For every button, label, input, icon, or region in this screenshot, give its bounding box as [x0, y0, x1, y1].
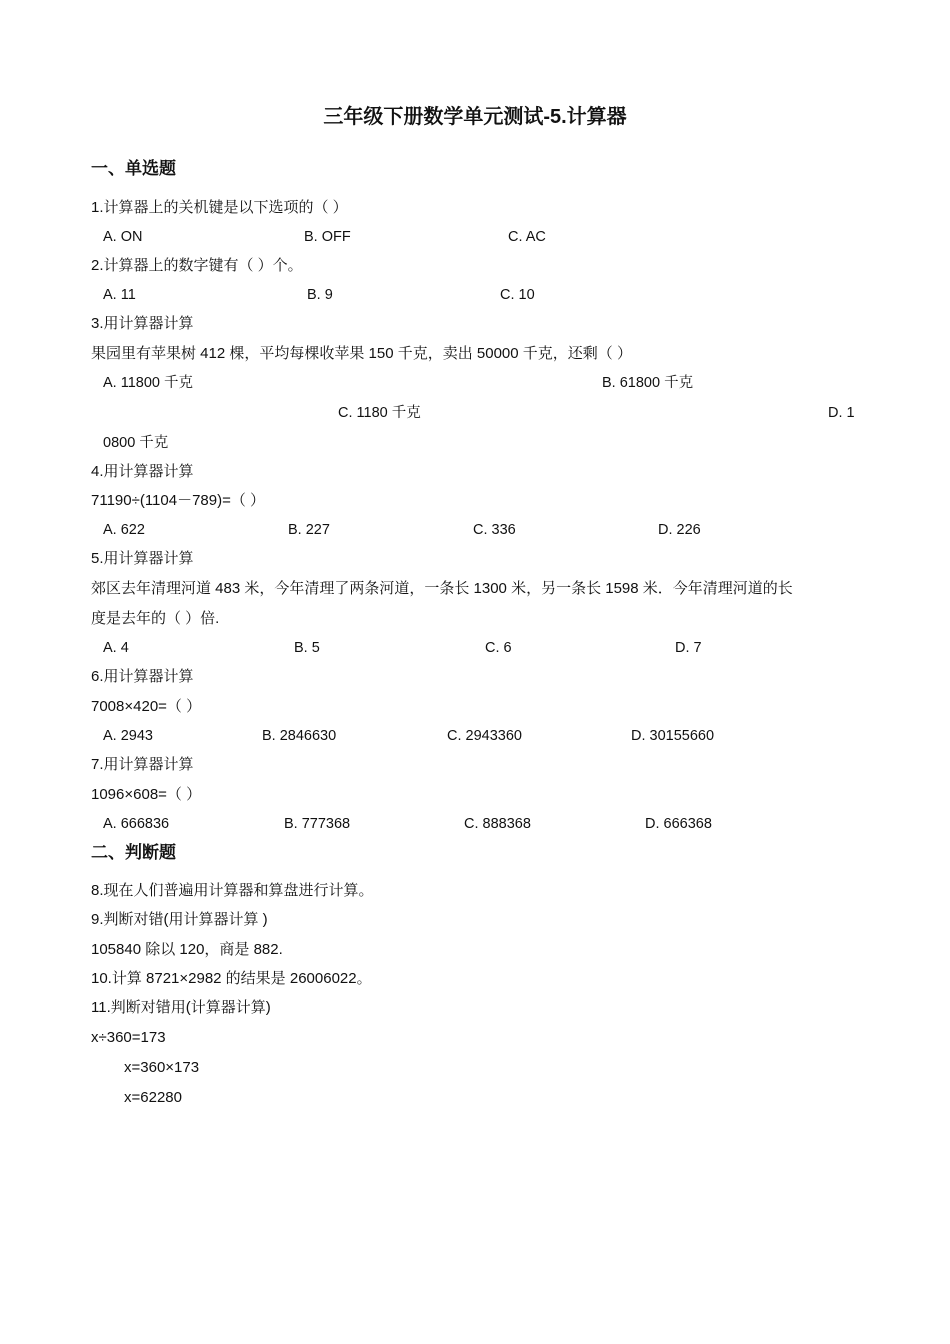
question-5-text-line-1: 郊区去年清理河道 483 米，今年清理了两条河道，一条长 1300 米，另一条长 1598 米．今年清理河道的长	[91, 580, 793, 597]
question-1-option-a: A. ON	[103, 229, 143, 245]
question-10-stem: 10.计算 8721×2982 的结果是 26006022。	[91, 970, 372, 987]
question-2-stem: 2.计算器上的数字键有（ ）个。	[91, 257, 303, 274]
question-3-option-b: B. 61800 千克	[602, 375, 694, 391]
question-6-text: 7008×420=（ ）	[91, 698, 202, 715]
question-3-option-d: D. 1	[828, 405, 855, 421]
question-11-stem: 11.判断对错用(计算器计算)	[91, 999, 271, 1016]
question-2-option-a: A. 11	[103, 287, 136, 303]
question-4-option-a: A. 622	[103, 522, 145, 538]
question-11-line-1: x÷360=173	[91, 1029, 166, 1046]
page-title: 三年级下册数学单元测试-5.计算器	[323, 106, 627, 128]
question-6-option-a: A. 2943	[103, 728, 153, 744]
question-11-line-2: x=360×173	[124, 1059, 200, 1076]
question-4-option-d: D. 226	[658, 522, 701, 538]
question-3-option-a: A. 11800 千克	[103, 375, 194, 391]
question-9-stem: 9.判断对错(用计算器计算 )	[91, 911, 268, 928]
question-6-option-c: C. 2943360	[447, 728, 522, 744]
question-4-stem: 4.用计算器计算	[91, 463, 194, 480]
question-7-text: 1096×608=（ ）	[91, 786, 202, 803]
question-3-stem: 3.用计算器计算	[91, 315, 194, 332]
question-1-option-b: B. OFF	[304, 229, 351, 245]
question-8-stem: 8.现在人们普遍用计算器和算盘进行计算。	[91, 882, 374, 899]
question-4-option-b: B. 227	[288, 522, 330, 538]
section-heading-true-false: 二、判断题	[91, 843, 176, 862]
question-7-option-a: A. 666836	[103, 816, 170, 832]
question-3-option-d-wrap: 0800 千克	[103, 435, 169, 451]
question-1-option-c: C. AC	[508, 229, 546, 245]
question-4-option-c: C. 336	[473, 522, 516, 538]
question-7-option-b: B. 777368	[284, 816, 351, 832]
question-1-stem: 1.计算器上的关机键是以下选项的（ ）	[91, 199, 348, 216]
question-9-text: 105840 除以 120，商是 882.	[91, 941, 283, 958]
section-heading-single-choice: 一、单选题	[91, 159, 176, 178]
question-5-text-line-2: 度是去年的（ ）倍.	[91, 610, 220, 627]
question-7-option-c: C. 888368	[464, 816, 531, 832]
question-5-option-c: C. 6	[485, 640, 512, 656]
question-5-stem: 5.用计算器计算	[91, 550, 194, 567]
question-2-option-c: C. 10	[500, 287, 535, 303]
question-5-option-a: A. 4	[103, 640, 129, 656]
question-4-text: 71190÷(1104－789)=（ ）	[91, 492, 266, 509]
question-11-line-3: x=62280	[124, 1089, 182, 1106]
question-6-option-b: B. 2846630	[262, 728, 337, 744]
question-3-option-c: C. 1180 千克	[338, 405, 421, 421]
question-6-option-d: D. 30155660	[631, 728, 715, 744]
question-2-option-b: B. 9	[307, 287, 333, 303]
question-6-stem: 6.用计算器计算	[91, 668, 194, 685]
question-5-option-d: D. 7	[675, 640, 702, 656]
question-5-option-b: B. 5	[294, 640, 320, 656]
question-3-text: 果园里有苹果树 412 棵，平均每棵收苹果 150 千克，卖出 50000 千克，还剩（ ）	[91, 345, 632, 362]
question-7-stem: 7.用计算器计算	[91, 756, 194, 773]
question-7-option-d: D. 666368	[645, 816, 712, 832]
